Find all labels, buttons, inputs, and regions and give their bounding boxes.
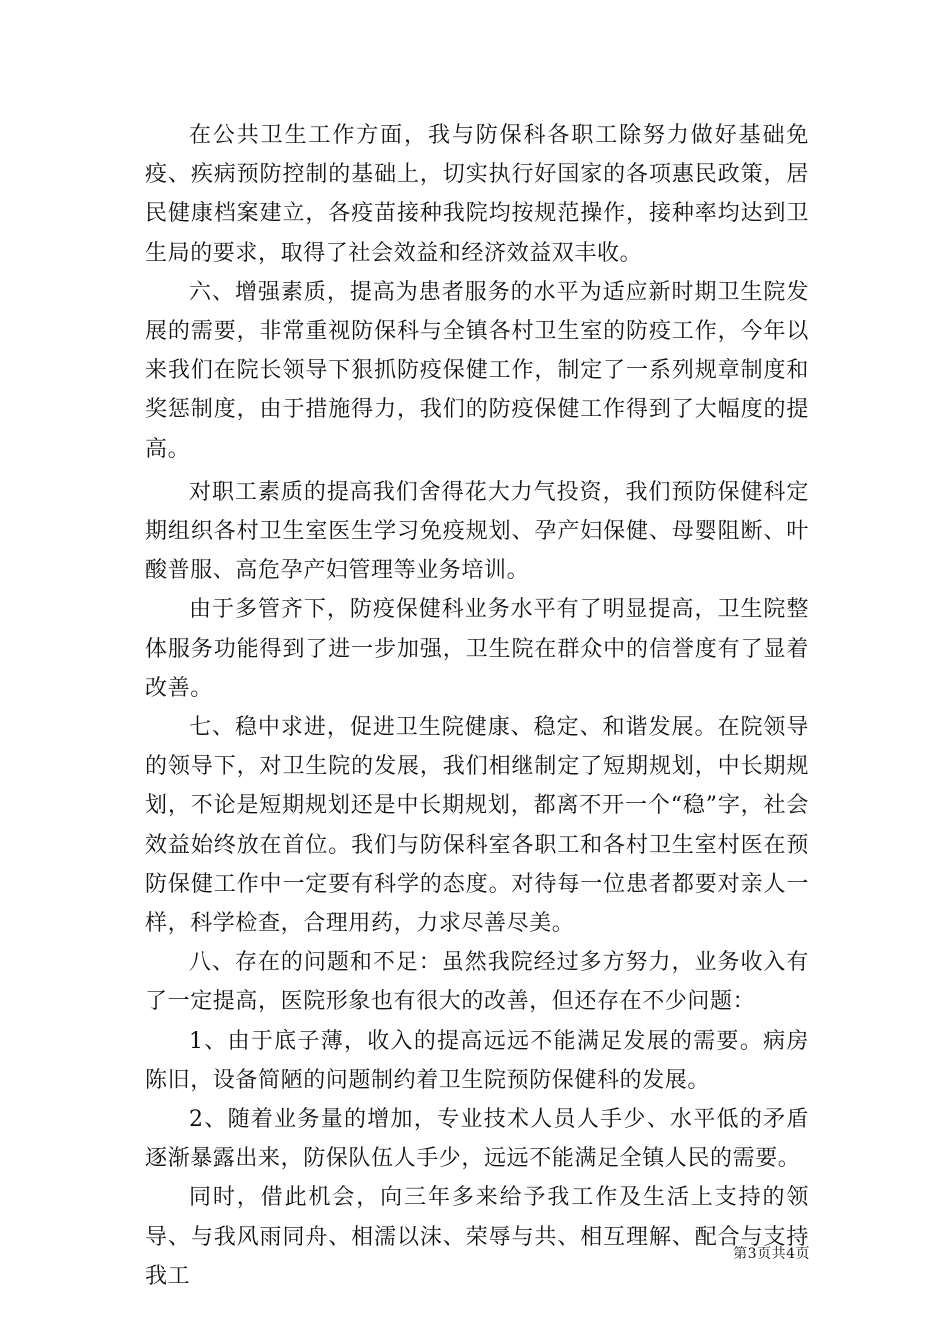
paragraph-issue-one: 1、由于底子薄，收入的提高远远不能满足发展的需要。病房陈旧，设备简陋的问题制约着卫生院预防保健科的发展。 [145,1028,809,1093]
paragraph-public-health: 在公共卫生工作方面，我与防保科各职工除努力做好基础免疫、疾病预防控制的基础上，切实执行好国家的各项惠民政策，居民健康档案建立，各疫苗接种我院均按规范操作，接种率均达到卫生局的要求，取得了社会效益和经济效益双丰收。 [145,123,809,266]
paragraph-staff-training: 对职工素质的提高我们舍得花大力气投资，我们预防保健科定期组织各村卫生室医生学习免疫规划、孕产妇保健、母婴阻断、叶酸普服、高危孕产妇管理等业务培训。 [145,479,809,584]
paragraph-thanks: 同时，借此机会，向三年多来给予我工作及生活上支持的领导、与我风雨同舟、相濡以沫、荣辱与共、相互理解、配合与支持我工 [145,1185,809,1289]
paragraph-issue-two: 2、随着业务量的增加，专业技术人员人手少、水平低的矛盾逐渐暴露出来，防保队伍人手少，远远不能满足全镇人民的需要。 [145,1107,809,1172]
document-body [145,116,809,1296]
paragraph-section-six: 六、增强素质，提高为患者服务的水平为适应新时期卫生院发展的需要，非常重视防保科与全镇各村卫生室的防疫工作，今年以来我们在院长领导下狠抓防疫保健工作，制定了一系列规章制度和奖惩制度，由于措施得力，我们的防疫保健工作得到了大幅度的提高。 [145,279,809,462]
paragraph-section-seven: 七、稳中求进，促进卫生院健康、稳定、和谐发展。在院领导的领导下，对卫生院的发展，我们相继制定了短期规划，中长期规划，不论是短期规划还是中长期规划，都离不开一个“稳”字，社会效益始终放在首位。我们与防保科室各职工和各村卫生室村医在预防保健工作中一定要有科学的态度。对待每一位患者都要对亲人一样，科学检查，合理用药，力求尽善尽美。 [145,715,809,937]
paragraph-section-eight: 八、存在的问题和不足：虽然我院经过多方努力，业务收入有了一定提高，医院形象也有很大的改善，但还存在不少问题： [145,950,809,1015]
paragraph-improvement: 由于多管齐下，防疫保健科业务水平有了明显提高，卫生院整体服务功能得到了进一步加强，卫生院在群众中的信誉度有了显着改善。 [145,597,809,701]
page-number: 第3页共4页 [733,1246,810,1262]
